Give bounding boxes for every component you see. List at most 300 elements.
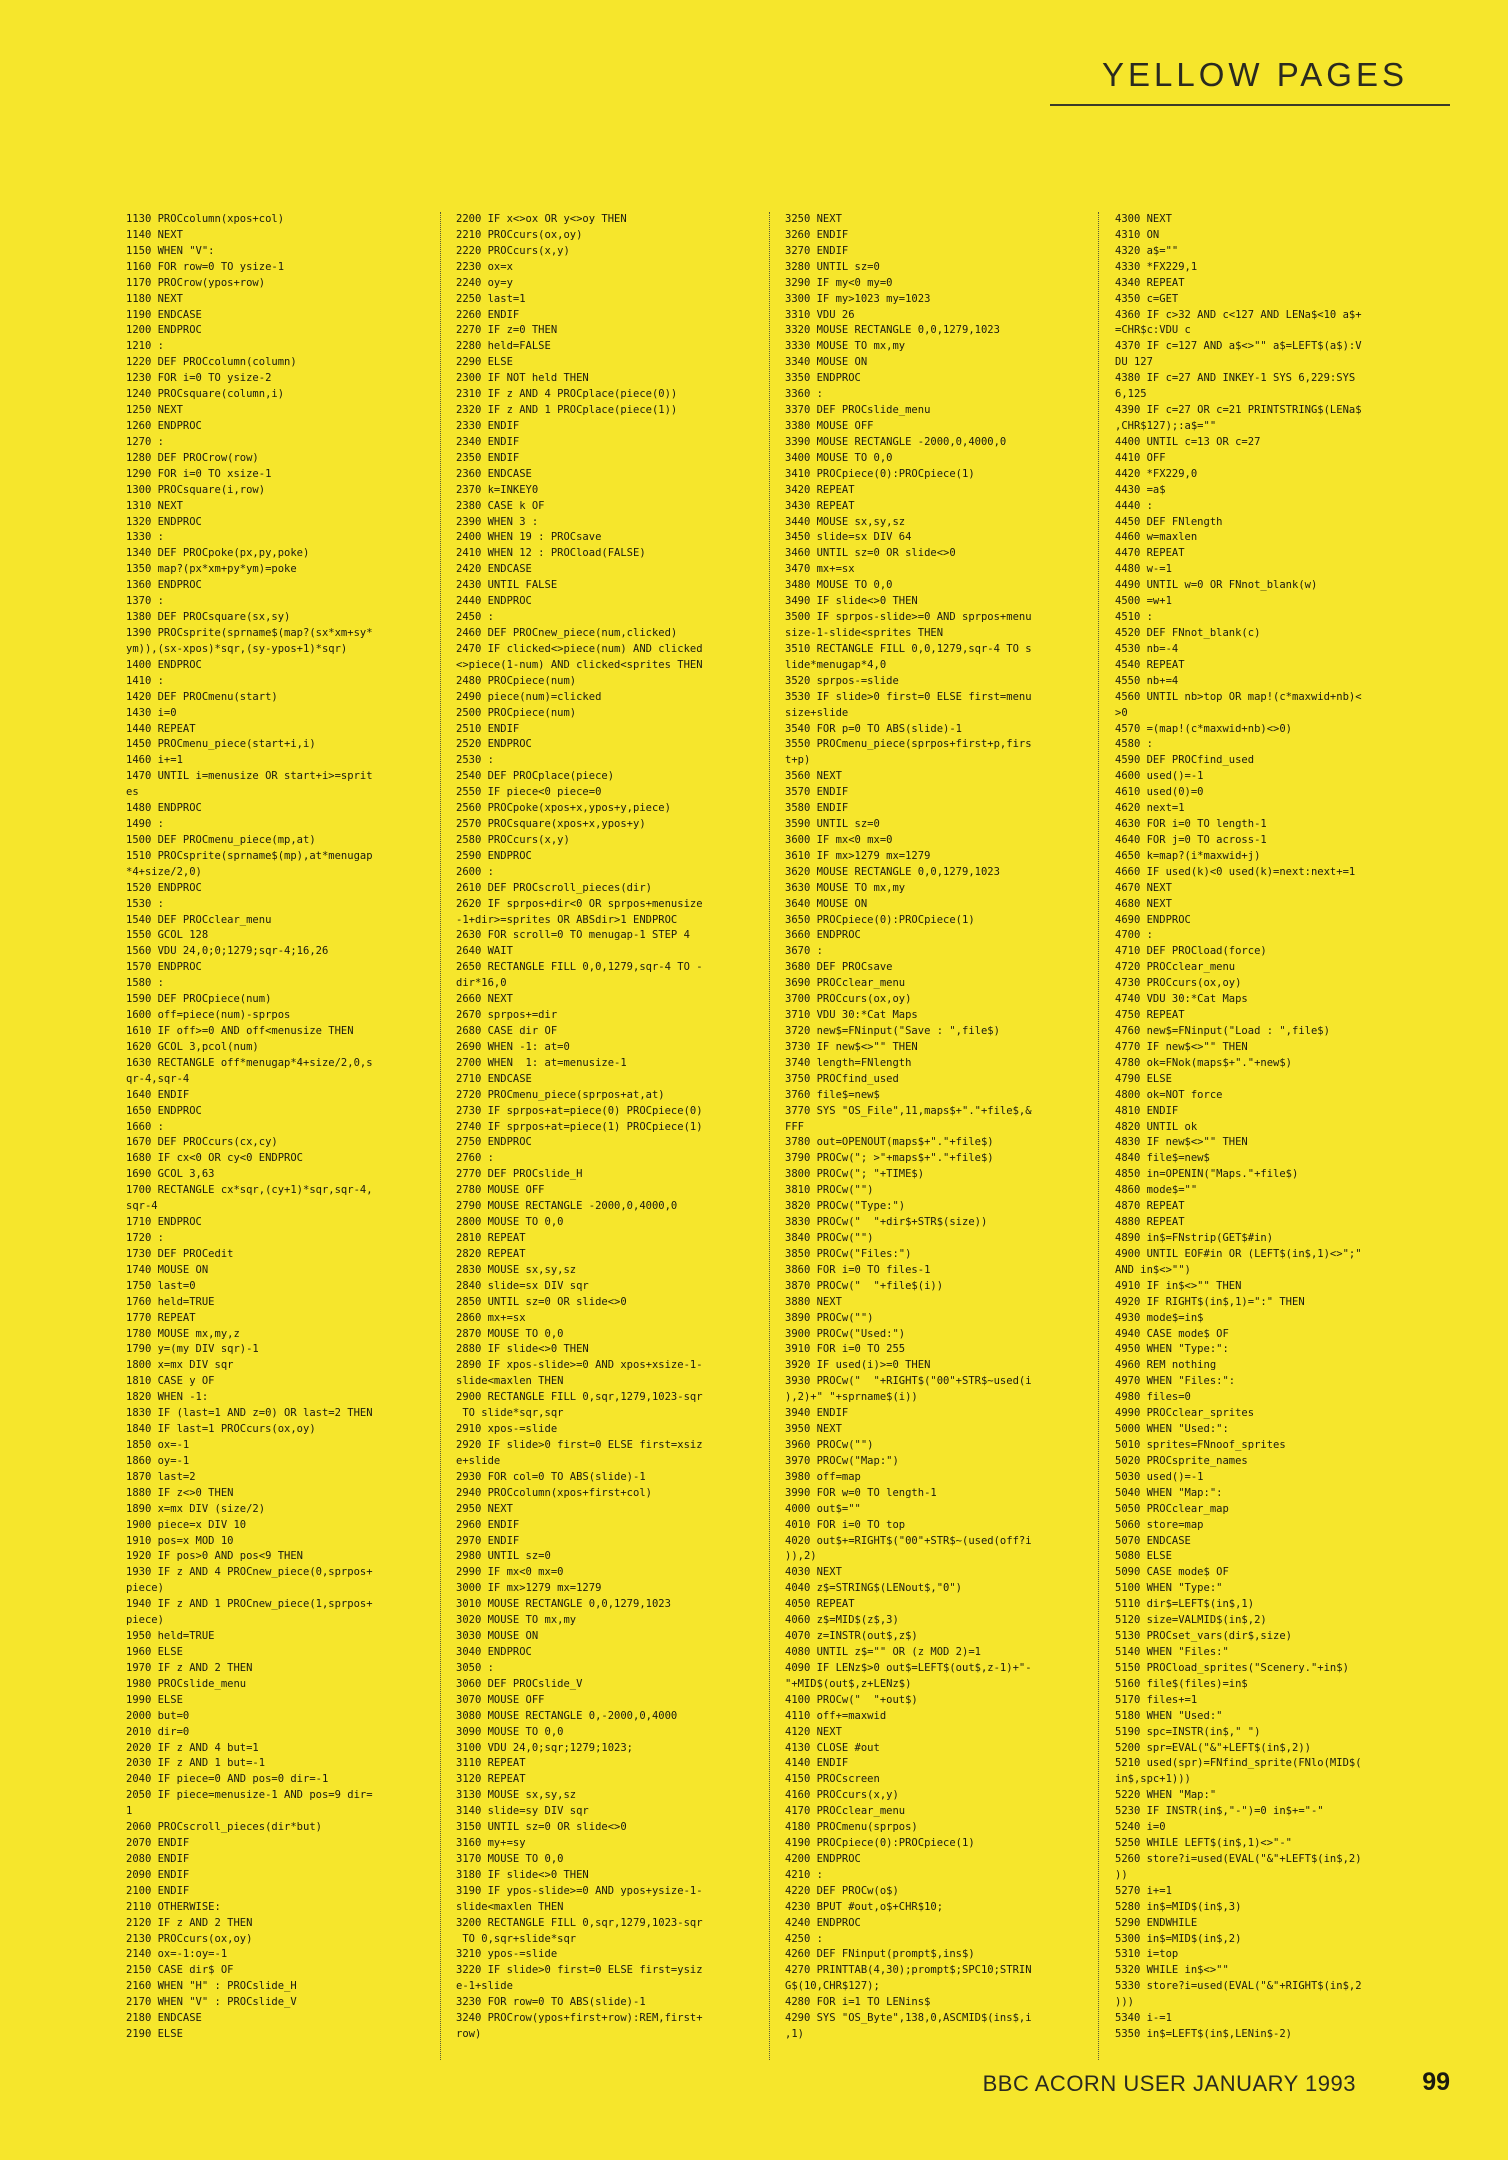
code-line: *4+size/2,0) bbox=[126, 865, 202, 878]
code-line: 2940 PROCcolumn(xpos+first+col) bbox=[456, 1486, 652, 1499]
code-line: 3480 MOUSE TO 0,0 bbox=[785, 579, 893, 592]
code-line: 2010 dir=0 bbox=[126, 1725, 190, 1738]
code-line: 1370 : bbox=[126, 595, 164, 608]
code-line: 1780 MOUSE mx,my,z bbox=[126, 1327, 240, 1340]
code-line: 1610 IF off>=0 AND off<menusize THEN bbox=[126, 1025, 354, 1038]
code-line: row) bbox=[456, 2028, 482, 2041]
code-line: 5250 WHILE LEFT$(in$,1)<>"-" bbox=[1115, 1837, 1293, 1850]
code-line: 3050 : bbox=[456, 1661, 494, 1674]
code-line: 2410 WHEN 12 : PROCload(FALSE) bbox=[456, 547, 646, 560]
code-line: 2230 ox=x bbox=[456, 260, 513, 273]
code-line: 1730 DEF PROCedit bbox=[126, 1247, 234, 1260]
code-line: 3570 ENDIF bbox=[785, 786, 849, 799]
code-line: 3330 MOUSE TO mx,my bbox=[785, 340, 906, 353]
code-line: 1980 PROCslide_menu bbox=[126, 1677, 247, 1690]
code-line: 4820 UNTIL ok bbox=[1115, 1120, 1198, 1133]
code-line: 2000 but=0 bbox=[126, 1709, 190, 1722]
code-line: <>piece(1-num) AND clicked<sprites THEN bbox=[456, 658, 703, 671]
code-line: DU 127 bbox=[1115, 356, 1153, 369]
code-line: 3440 MOUSE sx,sy,sz bbox=[785, 515, 906, 528]
code-line: 1920 IF pos>0 AND pos<9 THEN bbox=[126, 1550, 304, 1563]
code-line: 3200 RECTANGLE FILL 0,sqr,1279,1023-sqr bbox=[456, 1916, 703, 1929]
code-line: 2310 IF z AND 4 PROCplace(piece(0)) bbox=[456, 388, 678, 401]
code-line: 3960 PROCw("") bbox=[785, 1438, 874, 1451]
code-line: 3580 ENDIF bbox=[785, 802, 849, 815]
code-line: 2270 IF z=0 THEN bbox=[456, 324, 558, 337]
code-line: 4650 k=map?(i*maxwid+j) bbox=[1115, 849, 1261, 862]
code-line: 4480 w-=1 bbox=[1115, 563, 1172, 576]
code-line: 4760 new$=FNinput("Load : ",file$) bbox=[1115, 1025, 1330, 1038]
code-line: 4000 out$="" bbox=[785, 1502, 861, 1515]
code-line: 4190 PROCpiece(0):PROCpiece(1) bbox=[785, 1837, 975, 1850]
code-line: 2090 ENDIF bbox=[126, 1868, 190, 1881]
code-line: 1520 ENDPROC bbox=[126, 881, 202, 894]
code-line: 1380 DEF PROCsquare(sx,sy) bbox=[126, 611, 291, 624]
code-line: 2200 IF x<>ox OR y<>oy THEN bbox=[456, 213, 627, 225]
code-line: 2330 ENDIF bbox=[456, 419, 520, 432]
code-line: 4790 ELSE bbox=[1115, 1072, 1172, 1085]
code-line: 5040 WHEN "Map:": bbox=[1115, 1486, 1223, 1499]
code-line: 5280 in$=MID$(in$,3) bbox=[1115, 1900, 1242, 1913]
code-line: 1300 PROCsquare(i,row) bbox=[126, 483, 266, 496]
code-line: 4700 : bbox=[1115, 929, 1153, 942]
code-line: 2980 UNTIL sz=0 bbox=[456, 1550, 551, 1563]
code-line: 4840 file$=new$ bbox=[1115, 1152, 1210, 1165]
code-line: 3060 DEF PROCslide_V bbox=[456, 1677, 583, 1690]
code-line: 3790 PROCw("; >"+maps$+"."+file$) bbox=[785, 1152, 994, 1165]
code-line: 1770 REPEAT bbox=[126, 1311, 196, 1324]
code-line: 1130 PROCcolumn(xpos+col) bbox=[126, 213, 285, 225]
code-line: 1280 DEF PROCrow(row) bbox=[126, 451, 259, 464]
code-line: 2900 RECTANGLE FILL 0,sqr,1279,1023-sqr bbox=[456, 1391, 703, 1404]
code-line: 1460 i+=1 bbox=[126, 754, 183, 767]
code-line: 1230 FOR i=0 TO ysize-2 bbox=[126, 372, 272, 385]
code-line: 4690 ENDPROC bbox=[1115, 913, 1191, 926]
code-line: 5230 IF INSTR(in$,"-")=0 in$+="-" bbox=[1115, 1805, 1324, 1818]
code-line: 3800 PROCw("; "+TIME$) bbox=[785, 1168, 925, 1181]
code-line: 1720 : bbox=[126, 1232, 164, 1244]
code-line: 3510 RECTANGLE FILL 0,0,1279,sqr-4 TO s bbox=[785, 642, 1032, 655]
code-line: 5180 WHEN "Used:" bbox=[1115, 1709, 1223, 1722]
code-line: 2810 REPEAT bbox=[456, 1232, 526, 1244]
code-line: 3710 VDU 30:*Cat Maps bbox=[785, 1009, 918, 1022]
code-line: 4910 IF in$<>"" THEN bbox=[1115, 1279, 1242, 1292]
code-line: 2250 last=1 bbox=[456, 292, 526, 305]
code-line: 2520 ENDPROC bbox=[456, 738, 532, 751]
code-line: 5160 file$(files)=in$ bbox=[1115, 1677, 1248, 1690]
code-line: 4320 a$="" bbox=[1115, 244, 1179, 257]
code-line: 3920 IF used(i)>=0 THEN bbox=[785, 1359, 931, 1372]
code-line: 4440 : bbox=[1115, 499, 1153, 512]
code-line: 4140 ENDIF bbox=[785, 1757, 849, 1770]
code-line: 3360 : bbox=[785, 388, 823, 401]
code-line: 2210 PROCcurs(ox,oy) bbox=[456, 228, 583, 241]
code-line: 5340 i-=1 bbox=[1115, 2012, 1172, 2025]
code-line: 3560 NEXT bbox=[785, 770, 842, 783]
code-line: 3730 IF new$<>"" THEN bbox=[785, 1040, 918, 1053]
code-line: 1790 y=(my DIV sqr)-1 bbox=[126, 1343, 259, 1356]
code-line: 5300 in$=MID$(in$,2) bbox=[1115, 1932, 1242, 1945]
code-line: 5110 dir$=LEFT$(in$,1) bbox=[1115, 1598, 1255, 1611]
code-line: 3370 DEF PROCslide_menu bbox=[785, 404, 931, 417]
code-line: 1690 GCOL 3,63 bbox=[126, 1168, 215, 1181]
header-rule bbox=[1050, 104, 1450, 106]
code-line: 3810 PROCw("") bbox=[785, 1184, 874, 1197]
code-line: 3820 PROCw("Type:") bbox=[785, 1200, 906, 1213]
code-line: 2800 MOUSE TO 0,0 bbox=[456, 1216, 564, 1229]
code-line: 1560 VDU 24,0;0;1279;sqr-4;16,26 bbox=[126, 945, 329, 958]
code-line: 3250 NEXT bbox=[785, 213, 842, 225]
code-line: 4430 =a$ bbox=[1115, 483, 1166, 496]
code-line: 3780 out=OPENOUT(maps$+"."+file$) bbox=[785, 1136, 994, 1149]
code-line: 3720 new$=FNinput("Save : ",file$) bbox=[785, 1025, 1000, 1038]
code-line: TO slide*sqr,sqr bbox=[456, 1407, 564, 1420]
code-line: 4540 REPEAT bbox=[1115, 658, 1185, 671]
code-line: 2540 DEF PROCplace(piece) bbox=[456, 770, 615, 783]
code-line: 4030 NEXT bbox=[785, 1566, 842, 1579]
code-line: 1470 UNTIL i=menusize OR start+i>=sprit bbox=[126, 770, 373, 783]
code-line: 2470 IF clicked<>piece(num) AND clicked bbox=[456, 642, 703, 655]
code-line: 3910 FOR i=0 TO 255 bbox=[785, 1343, 906, 1356]
code-line: 2380 CASE k OF bbox=[456, 499, 545, 512]
code-line: 2150 CASE dir$ OF bbox=[126, 1964, 234, 1977]
code-line: 4400 UNTIL c=13 OR c=27 bbox=[1115, 435, 1261, 448]
code-line: 1490 : bbox=[126, 818, 164, 831]
code-line: 4230 BPUT #out,o$+CHR$10; bbox=[785, 1900, 944, 1913]
code-line: 3010 MOUSE RECTANGLE 0,0,1279,1023 bbox=[456, 1598, 671, 1611]
code-line: 1500 DEF PROCmenu_piece(mp,at) bbox=[126, 833, 316, 846]
code-line: piece) bbox=[126, 1582, 164, 1595]
code-line: 4880 REPEAT bbox=[1115, 1216, 1185, 1229]
code-line: 5100 WHEN "Type:" bbox=[1115, 1582, 1223, 1595]
code-line: 5310 i=top bbox=[1115, 1948, 1179, 1961]
code-line: 3350 ENDPROC bbox=[785, 372, 861, 385]
code-line: 4080 UNTIL z$="" OR (z MOD 2)=1 bbox=[785, 1645, 981, 1658]
code-line: 3120 REPEAT bbox=[456, 1773, 526, 1786]
code-line: 2390 WHEN 3 : bbox=[456, 515, 539, 528]
code-line: 2850 UNTIL sz=0 OR slide<>0 bbox=[456, 1295, 627, 1308]
code-line: 1240 PROCsquare(column,i) bbox=[126, 388, 285, 401]
code-line: 5080 ELSE bbox=[1115, 1550, 1172, 1563]
code-line: 5060 store=map bbox=[1115, 1518, 1204, 1531]
code-line: 2130 PROCcurs(ox,oy) bbox=[126, 1932, 253, 1945]
code-line: 2640 WAIT bbox=[456, 945, 513, 958]
code-line: 4270 PRINTTAB(4,30);prompt$;SPC10;STRIN bbox=[785, 1964, 1032, 1977]
code-line: 3040 ENDPROC bbox=[456, 1645, 532, 1658]
code-line: 4490 UNTIL w=0 OR FNnot_blank(w) bbox=[1115, 579, 1318, 592]
code-line: 1740 MOUSE ON bbox=[126, 1263, 209, 1276]
code-line: 1700 RECTANGLE cx*sqr,(cy+1)*sqr,sqr-4, bbox=[126, 1184, 373, 1197]
code-line: 2740 IF sprpos+at=piece(1) PROCpiece(1) bbox=[456, 1120, 703, 1133]
code-line: 3860 FOR i=0 TO files-1 bbox=[785, 1263, 931, 1276]
column-separator bbox=[1098, 212, 1099, 2060]
code-line: 1550 GCOL 128 bbox=[126, 929, 209, 942]
code-line: 4530 nb=-4 bbox=[1115, 642, 1179, 655]
code-line: 4040 z$=STRING$(LENout$,"0") bbox=[785, 1582, 963, 1595]
code-line: 1 bbox=[126, 1805, 133, 1818]
code-line: 1220 DEF PROCcolumn(column) bbox=[126, 356, 297, 369]
code-line: 2510 ENDIF bbox=[456, 722, 520, 735]
code-line: 2140 ox=-1:oy=-1 bbox=[126, 1948, 228, 1961]
code-line: AND in$<>"") bbox=[1115, 1263, 1191, 1276]
code-line: 4930 mode$=in$ bbox=[1115, 1311, 1204, 1324]
code-line: 3590 UNTIL sz=0 bbox=[785, 818, 880, 831]
code-line: 4260 DEF FNinput(prompt$,ins$) bbox=[785, 1948, 975, 1961]
column-separator bbox=[440, 212, 441, 2060]
code-line: 2530 : bbox=[456, 754, 494, 767]
page-number: 99 bbox=[1422, 2068, 1450, 2096]
code-line: 3890 PROCw("") bbox=[785, 1311, 874, 1324]
code-line: 2700 WHEN 1: at=menusize-1 bbox=[456, 1056, 627, 1069]
code-column-2 bbox=[456, 212, 741, 2067]
code-line: 3100 VDU 24,0;sqr;1279;1023; bbox=[456, 1741, 634, 1754]
code-line: 5200 spr=EVAL("&"+LEFT$(in$,2)) bbox=[1115, 1741, 1311, 1754]
code-line: 3110 REPEAT bbox=[456, 1757, 526, 1770]
code-line: 2280 held=FALSE bbox=[456, 340, 551, 353]
code-line: 1830 IF (last=1 AND z=0) OR last=2 THEN bbox=[126, 1407, 373, 1420]
code-line: 2060 PROCscroll_pieces(dir*but) bbox=[126, 1821, 322, 1834]
code-line: 6,125 bbox=[1115, 388, 1147, 401]
code-line: 3540 FOR p=0 TO ABS(slide)-1 bbox=[785, 722, 963, 735]
code-line: 3410 PROCpiece(0):PROCpiece(1) bbox=[785, 467, 975, 480]
code-line: 2590 ENDPROC bbox=[456, 849, 532, 862]
code-line: 4500 =w+1 bbox=[1115, 595, 1172, 608]
code-line: 3020 MOUSE TO mx,my bbox=[456, 1614, 577, 1627]
code-line: 3220 IF slide>0 first=0 ELSE first=ysiz bbox=[456, 1964, 703, 1977]
code-line: 4850 in=OPENIN("Maps."+file$) bbox=[1115, 1168, 1299, 1181]
code-line: 4110 off+=maxwid bbox=[785, 1709, 887, 1722]
code-line: 4960 REM nothing bbox=[1115, 1359, 1217, 1372]
code-line: 3130 MOUSE sx,sy,sz bbox=[456, 1789, 577, 1802]
code-line: 2350 ENDIF bbox=[456, 451, 520, 464]
code-line: 2020 IF z AND 4 but=1 bbox=[126, 1741, 259, 1754]
code-line: piece) bbox=[126, 1614, 164, 1627]
code-line: 5220 WHEN "Map:" bbox=[1115, 1789, 1217, 1802]
code-line: 3850 PROCw("Files:") bbox=[785, 1247, 912, 1260]
code-line: 3300 IF my>1023 my=1023 bbox=[785, 292, 931, 305]
code-line: 2480 PROCpiece(num) bbox=[456, 674, 577, 687]
code-line: 1190 ENDCASE bbox=[126, 308, 202, 321]
code-line: 1140 NEXT bbox=[126, 228, 183, 241]
code-line: 5050 PROCclear_map bbox=[1115, 1502, 1229, 1515]
code-line: 3930 PROCw(" "+RIGHT$("00"+STR$~used(i bbox=[785, 1375, 1032, 1388]
code-line: qr-4,sqr-4 bbox=[126, 1072, 190, 1085]
code-line: 2720 PROCmenu_piece(sprpos+at,at) bbox=[456, 1088, 665, 1101]
code-line: 5130 PROCset_vars(dir$,size) bbox=[1115, 1630, 1293, 1643]
code-line: 3880 NEXT bbox=[785, 1295, 842, 1308]
code-line: 2580 PROCcurs(x,y) bbox=[456, 833, 570, 846]
code-line: 4050 REPEAT bbox=[785, 1598, 855, 1611]
code-line: 3750 PROCfind_used bbox=[785, 1072, 899, 1085]
code-line: 3270 ENDIF bbox=[785, 244, 849, 257]
code-line: 3400 MOUSE TO 0,0 bbox=[785, 451, 893, 464]
code-line: 5000 WHEN "Used:": bbox=[1115, 1423, 1229, 1436]
code-line: 1910 pos=x MOD 10 bbox=[126, 1534, 234, 1547]
code-line: 1680 IF cx<0 OR cy<0 ENDPROC bbox=[126, 1152, 304, 1165]
code-line: 2950 NEXT bbox=[456, 1502, 513, 1515]
code-line: 1360 ENDPROC bbox=[126, 579, 202, 592]
code-line: 2460 DEF PROCnew_piece(num,clicked) bbox=[456, 626, 678, 639]
code-line: 2620 IF sprpos+dir<0 OR sprpos+menusize bbox=[456, 897, 703, 910]
code-line: 2780 MOUSE OFF bbox=[456, 1184, 545, 1197]
code-line: -1+dir>=sprites OR ABSdir>1 ENDPROC bbox=[456, 913, 678, 926]
code-line: 2320 IF z AND 1 PROCplace(piece(1)) bbox=[456, 404, 678, 417]
code-line: 2160 WHEN "H" : PROCslide_H bbox=[126, 1980, 297, 1993]
code-line: FFF bbox=[785, 1120, 804, 1133]
code-line: 1930 IF z AND 4 PROCnew_piece(0,sprpos+ bbox=[126, 1566, 373, 1579]
code-line: 4730 PROCcurs(ox,oy) bbox=[1115, 977, 1242, 990]
code-line: 1430 i=0 bbox=[126, 706, 177, 719]
code-line: 3390 MOUSE RECTANGLE -2000,0,4000,0 bbox=[785, 435, 1007, 448]
code-line: 1210 : bbox=[126, 340, 164, 353]
code-line: 1400 ENDPROC bbox=[126, 658, 202, 671]
code-line: 1310 NEXT bbox=[126, 499, 183, 512]
code-line: 2600 : bbox=[456, 865, 494, 878]
code-line: 1900 piece=x DIV 10 bbox=[126, 1518, 247, 1531]
code-line: 2820 REPEAT bbox=[456, 1247, 526, 1260]
code-line: 3520 sprpos-=slide bbox=[785, 674, 899, 687]
code-line: 4810 ENDIF bbox=[1115, 1104, 1179, 1117]
code-line: 4090 IF LENz$>0 out$=LEFT$(out$,z-1)+"- bbox=[785, 1661, 1032, 1674]
code-line: 3260 ENDIF bbox=[785, 228, 849, 241]
code-line: 3830 PROCw(" "+dir$+STR$(size)) bbox=[785, 1216, 988, 1229]
code-line: 2050 IF piece=menusize-1 AND pos=9 dir= bbox=[126, 1789, 373, 1802]
code-line: 4710 DEF PROCload(force) bbox=[1115, 945, 1267, 958]
code-line: 3030 MOUSE ON bbox=[456, 1630, 539, 1643]
code-line: 4950 WHEN "Type:": bbox=[1115, 1343, 1229, 1356]
code-line: 5320 WHILE in$<>"" bbox=[1115, 1964, 1229, 1977]
code-line: 4670 NEXT bbox=[1115, 881, 1172, 894]
code-line: 4620 next=1 bbox=[1115, 802, 1185, 815]
code-line: 1320 ENDPROC bbox=[126, 515, 202, 528]
code-line: 2360 ENDCASE bbox=[456, 467, 532, 480]
code-line: in$,spc+1))) bbox=[1115, 1773, 1191, 1786]
code-line: 1480 ENDPROC bbox=[126, 802, 202, 815]
code-line: 4630 FOR i=0 TO length-1 bbox=[1115, 818, 1267, 831]
code-line: 4900 UNTIL EOF#in OR (LEFT$(in$,1)<>";" bbox=[1115, 1247, 1362, 1260]
code-line: 3950 NEXT bbox=[785, 1423, 842, 1436]
code-line: 1440 REPEAT bbox=[126, 722, 196, 735]
code-line: 3600 IF mx<0 mx=0 bbox=[785, 833, 893, 846]
code-line: 3610 IF mx>1279 mx=1279 bbox=[785, 849, 931, 862]
code-line: 4680 NEXT bbox=[1115, 897, 1172, 910]
code-line: 2930 FOR col=0 TO ABS(slide)-1 bbox=[456, 1470, 646, 1483]
code-line: 2670 sprpos+=dir bbox=[456, 1009, 558, 1022]
code-line: 3420 REPEAT bbox=[785, 483, 855, 496]
code-line: 3340 MOUSE ON bbox=[785, 356, 868, 369]
code-line: 5020 PROCsprite_names bbox=[1115, 1454, 1248, 1467]
code-line: 4360 IF c>32 AND c<127 AND LENa$<10 a$+ bbox=[1115, 308, 1362, 321]
code-line: 1810 CASE y OF bbox=[126, 1375, 215, 1388]
code-line: 2500 PROCpiece(num) bbox=[456, 706, 577, 719]
code-line: =CHR$c:VDU c bbox=[1115, 324, 1191, 337]
code-line: lide*menugap*4,0 bbox=[785, 658, 887, 671]
code-line: 3980 off=map bbox=[785, 1470, 861, 1483]
code-line: 1180 NEXT bbox=[126, 292, 183, 305]
code-line: 4390 IF c=27 OR c=21 PRINTSTRING$(LENa$ bbox=[1115, 404, 1362, 417]
code-line: 2760 : bbox=[456, 1152, 494, 1165]
code-line: 1950 held=TRUE bbox=[126, 1630, 215, 1643]
code-line: 1650 ENDPROC bbox=[126, 1104, 202, 1117]
code-line: 1250 NEXT bbox=[126, 404, 183, 417]
code-line: 3470 mx+=sx bbox=[785, 563, 855, 576]
code-line: 1750 last=0 bbox=[126, 1279, 196, 1292]
footer-publication: BBC ACORN USER JANUARY 1993 bbox=[982, 2071, 1356, 2096]
code-line: 4280 FOR i=1 TO LENins$ bbox=[785, 1996, 931, 2009]
code-line: 3160 my+=sy bbox=[456, 1837, 526, 1850]
code-line: 1710 ENDPROC bbox=[126, 1216, 202, 1229]
code-line: ym)),(sx-xpos)*sqr,(sy-ypos+1)*sqr) bbox=[126, 642, 348, 655]
code-line: 5190 spc=INSTR(in$," ") bbox=[1115, 1725, 1261, 1738]
code-line: 2910 xpos-=slide bbox=[456, 1423, 558, 1436]
code-line: 3070 MOUSE OFF bbox=[456, 1693, 545, 1706]
code-line: t+p) bbox=[785, 754, 811, 767]
code-line: 4510 : bbox=[1115, 611, 1153, 624]
code-line: 3170 MOUSE TO 0,0 bbox=[456, 1852, 564, 1865]
code-column-3 bbox=[785, 212, 1077, 2067]
code-line: slide<maxlen THEN bbox=[456, 1375, 564, 1388]
code-line: 1960 ELSE bbox=[126, 1645, 183, 1658]
code-line: 4460 w=maxlen bbox=[1115, 531, 1198, 544]
code-line: )),2) bbox=[785, 1550, 817, 1563]
code-line: 3940 ENDIF bbox=[785, 1407, 849, 1420]
code-line: 5010 sprites=FNnoof_sprites bbox=[1115, 1438, 1286, 1451]
code-line: 1620 GCOL 3,pcol(num) bbox=[126, 1040, 259, 1053]
code-line: 3770 SYS "OS_File",11,maps$+"."+file$,& bbox=[785, 1104, 1032, 1117]
code-line: 3190 IF ypos-slide>=0 AND ypos+ysize-1- bbox=[456, 1884, 703, 1897]
code-line: 1340 DEF PROCpoke(px,py,poke) bbox=[126, 547, 310, 560]
code-line: 1970 IF z AND 2 THEN bbox=[126, 1661, 253, 1674]
code-line: 1850 ox=-1 bbox=[126, 1438, 190, 1451]
code-line: 2180 ENDCASE bbox=[126, 2012, 202, 2025]
code-line: 1350 map?(px*xm+py*ym)=poke bbox=[126, 563, 297, 576]
code-line: 2770 DEF PROCslide_H bbox=[456, 1168, 583, 1181]
code-line: 3740 length=FNlength bbox=[785, 1056, 912, 1069]
code-line: 5150 PROCload_sprites("Scenery."+in$) bbox=[1115, 1661, 1349, 1674]
code-line: 2550 IF piece<0 piece=0 bbox=[456, 786, 602, 799]
code-line: 2110 OTHERWISE: bbox=[126, 1900, 221, 1913]
code-line: 1820 WHEN -1: bbox=[126, 1391, 209, 1404]
code-line: 3380 MOUSE OFF bbox=[785, 419, 874, 432]
code-line: 1570 ENDPROC bbox=[126, 961, 202, 974]
code-line: 4920 IF RIGHT$(in$,1)=":" THEN bbox=[1115, 1295, 1305, 1308]
code-line: 4300 NEXT bbox=[1115, 213, 1172, 225]
code-line: 3640 MOUSE ON bbox=[785, 897, 868, 910]
code-line: 2220 PROCcurs(x,y) bbox=[456, 244, 570, 257]
code-line: 4020 out$+=RIGHT$("00"+STR$~(used(off?i bbox=[785, 1534, 1032, 1547]
code-line: 3090 MOUSE TO 0,0 bbox=[456, 1725, 564, 1738]
code-line: 2570 PROCsquare(xpos+x,ypos+y) bbox=[456, 818, 646, 831]
code-line: 4160 PROCcurs(x,y) bbox=[785, 1789, 899, 1802]
code-line: 2120 IF z AND 2 THEN bbox=[126, 1916, 253, 1929]
code-line: 4470 REPEAT bbox=[1115, 547, 1185, 560]
code-column-1 bbox=[126, 212, 426, 2067]
code-line: 3670 : bbox=[785, 945, 823, 958]
code-line: 4660 IF used(k)<0 used(k)=next:next+=1 bbox=[1115, 865, 1356, 878]
code-line: 4420 *FX229,0 bbox=[1115, 467, 1198, 480]
code-line: 4150 PROCscreen bbox=[785, 1773, 880, 1786]
code-line: 2890 IF xpos-slide>=0 AND xpos+xsize-1- bbox=[456, 1359, 703, 1372]
code-line: 1940 IF z AND 1 PROCnew_piece(1,sprpos+ bbox=[126, 1598, 373, 1611]
code-line: 1170 PROCrow(ypos+row) bbox=[126, 276, 266, 289]
code-line: 4450 DEF FNlength bbox=[1115, 515, 1223, 528]
code-line: 3460 UNTIL sz=0 OR slide<>0 bbox=[785, 547, 956, 560]
code-line: 4070 z=INSTR(out$,z$) bbox=[785, 1630, 918, 1643]
code-line: 1640 ENDIF bbox=[126, 1088, 190, 1101]
code-line: 1290 FOR i=0 TO xsize-1 bbox=[126, 467, 272, 480]
code-line: 3230 FOR row=0 TO ABS(slide)-1 bbox=[456, 1996, 646, 2009]
code-line: 1420 DEF PROCmenu(start) bbox=[126, 690, 278, 703]
